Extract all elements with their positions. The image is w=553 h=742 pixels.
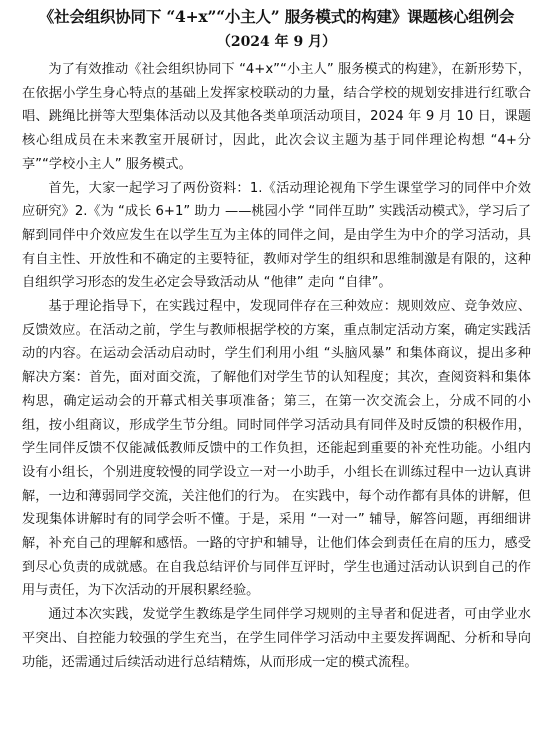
paragraph-study-materials: 首先，大家一起学习了两份资料：1.《活动理论视角下学生课堂学习的同伴中介效应研究》2.《为 “成长 6+1” 助力 ——桃园小学 “同伴互助” 实践活动模式》，学习后了解到同伴中介效应发生在以学生互为主体的同伴之间，是由学生为中介的学习活动，具有自主性、开放性和不确定的主要特征，教师对学生的组织和思维制激是有限的，这种自组织学习形态的发生必定会导致活动从 “他律” 走向 “自律”。 <box>22 180 531 291</box>
paragraph-conclusion: 通过本次实践，发觉学生教练是学生同伴学习规则的主导者和促进者，可由学业水平突出、自控能力较强的学生充当，在学生同伴学习活动中主要发挥调配、分析和导向功能，还需通过后续活动进行总结精炼，从而形成一定的模式流程。 <box>22 607 531 670</box>
document-title: 《社会组织协同下 “4+x”“小主人” 服务模式的构建》课题核心组例会 <box>38 7 515 26</box>
document-date: （2024 年 9 月） <box>216 34 337 50</box>
paragraph-practice-effects: 基于理论指导下，在实践过程中，发现同伴存在三种效应：规则效应、竞争效应、反馈效应。在活动之前，学生与教师根据学校的方案，重点制定活动方案，确定实践活动的内容。在运动会活动启动时，学生们利用小组 “头脑风暴” 和集体商议，提出多种解决方案：首先，面对面交流，了解他们对学生节的认知程度；其次，查阅资料和集体构思，确定运动会的开幕式相关事项准备；第三，在第一次交流会上，分成不同的小组，按小组商议，形成学生节分组。同时同伴学习活动具有同伴及时反馈的积极作用，学生同伴反馈不仅能减低教师反馈中的工作负担，还能起到重要的补充性功能。小组内设有小组长，个别进度较慢的同学设立一对一小助手，小组长在训练过程中一边认真讲解，一边和薄弱同学交流，关注他们的行为。 在实践中，每个动作都有具体的讲解，但发现集体讲解时有的同学会听不懂。于是，采用 “一对一” 辅导，解答问题，再细细讲解，补充自己的理解和感悟。一路的守护和辅导，让他们体会到责任在肩的压力，感受到尽心负责的成就感。在自我总结评价与同伴互评时，学生也通过活动认识到自己的作用与责任，为下次活动的开展积累经验。 <box>22 299 531 599</box>
paragraph-intro: 为了有效推动《社会组织协同下 “4+x”“小主人” 服务模式的构建》，在新形势下，在依据小学生身心特点的基础上发挥家校联动的力量，结合学校的规划安排进行红歌合唱、跳绳比拼等大型集体活动以及其他各类单项活动项目，2024 年 9 月 10 日，课题核心组成员在未来教室开展研讨，因此，此次会议主题为基于同伴理论构想 “4+分享”“学校小主人” 服务模式。 <box>22 62 531 172</box>
